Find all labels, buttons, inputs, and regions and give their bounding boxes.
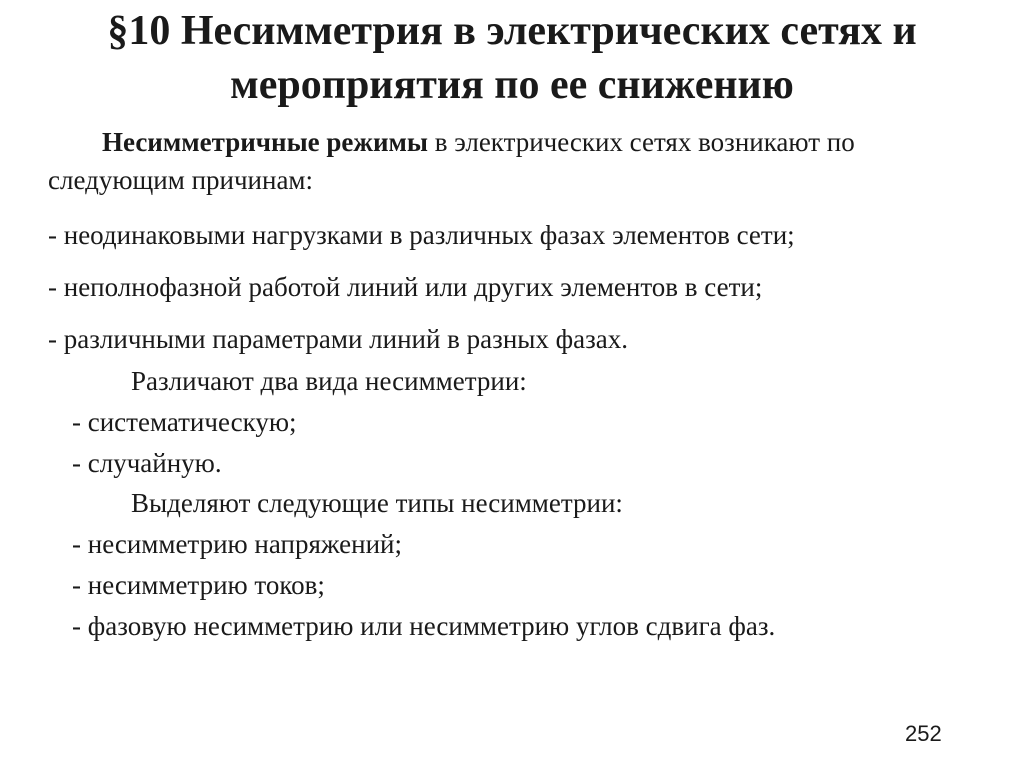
cause-item: - неодинаковыми нагрузками в различных фазах элементов сети; [48, 220, 795, 250]
intro-continuation: следующим причинам: [48, 165, 314, 195]
page-number: 252 [905, 721, 942, 746]
kinds-heading: Различают два вида несимметрии: [131, 366, 527, 396]
intro-text: в электрических сетях возникают по [428, 127, 855, 157]
kind-item: - случайную. [72, 448, 222, 478]
type-item: - несимметрию напряжений; [72, 529, 403, 559]
type-item: - несимметрию токов; [72, 570, 325, 600]
slide-title [20, 4, 1004, 112]
types-heading: Выделяют следующие типы несимметрии: [131, 488, 623, 518]
intro-bold-term: Несимметричные режимы [102, 127, 428, 157]
intro-line [102, 126, 855, 158]
title-line-2: мероприятия по ее снижению [230, 62, 794, 108]
cause-item: - неполнофазной работой линий или других элементов в сети; [48, 272, 763, 302]
cause-item: - различными параметрами линий в разных фазах. [48, 324, 629, 354]
type-item: - фазовую несимметрию или несимметрию углов сдвига фаз. [72, 611, 776, 641]
title-line-1: §10 Несимметрия в электрических сетях и [107, 8, 917, 54]
kind-item: - систематическую; [72, 407, 297, 437]
